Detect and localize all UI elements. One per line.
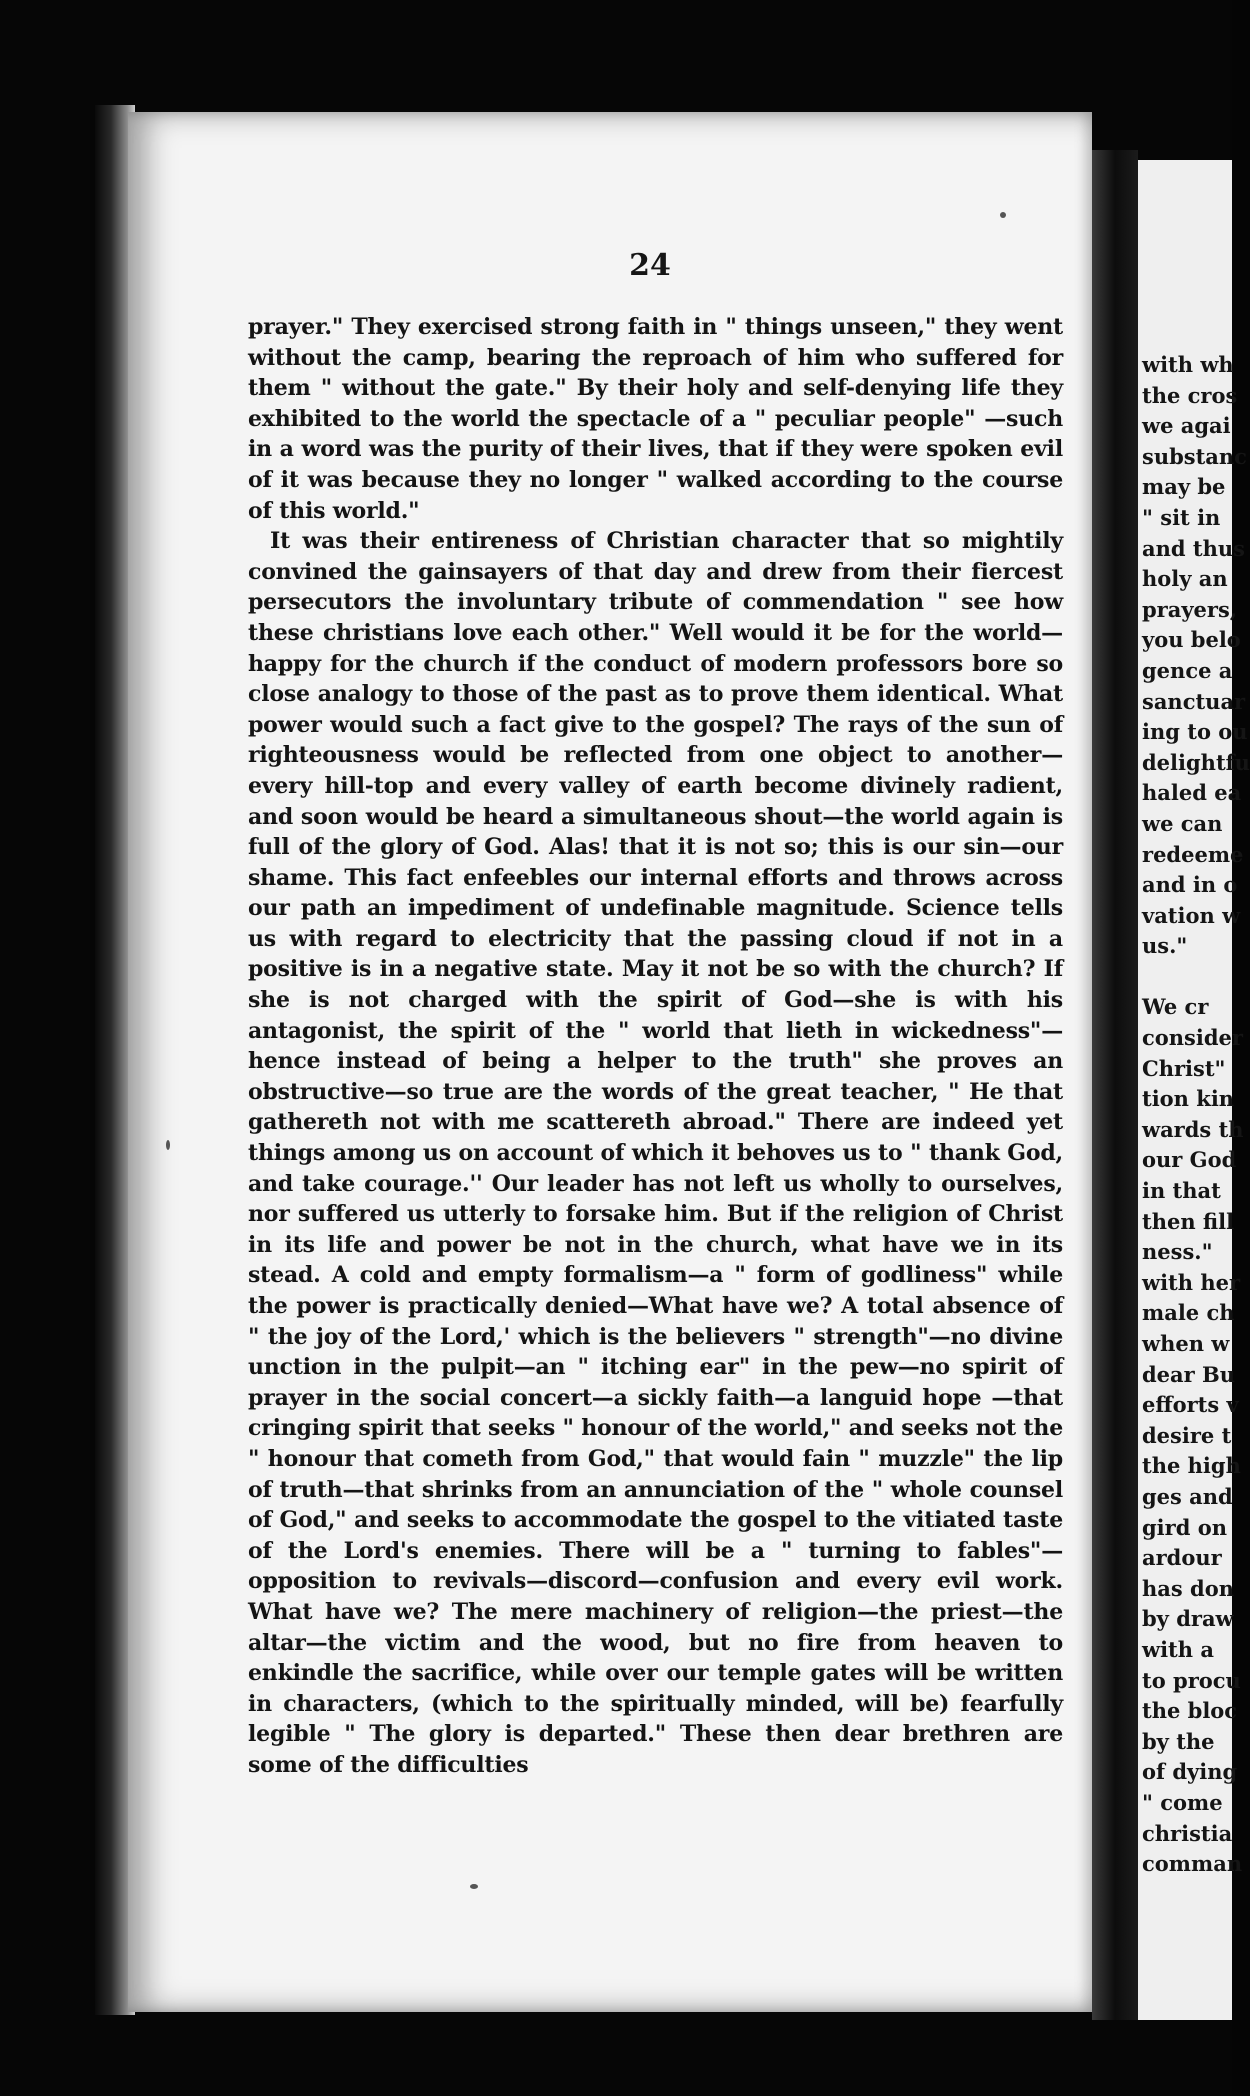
right-line: with her	[1142, 1269, 1241, 1295]
right-line: ges and	[1142, 1483, 1233, 1509]
right-line: holy an	[1142, 566, 1228, 592]
paragraph-1: prayer." They exercised strong faith in " things unseen," they went without the camp, bearing the reproach of him who suffered for them " without the gate." By their holy and self-denying life they exhibited to the world the spectacle of a " peculiar people" —such in a word was the purity of their lives, that if they were spoken evil of it was because they no longer " walked according to the course of this world."	[248, 314, 1063, 524]
right-line: substanc	[1142, 443, 1247, 469]
right-line: ness."	[1142, 1239, 1213, 1265]
right-line: the high	[1142, 1453, 1241, 1479]
right-page-text	[1142, 350, 1250, 1880]
right-line: the cros	[1142, 382, 1238, 408]
right-line: and thus	[1142, 535, 1245, 561]
right-line: by the	[1142, 1728, 1215, 1754]
ink-speck	[1000, 212, 1006, 218]
right-line: by draw	[1142, 1606, 1234, 1632]
right-line: " come	[1142, 1789, 1223, 1815]
right-line: in that	[1142, 1178, 1221, 1204]
right-line: vation w	[1142, 902, 1241, 928]
right-line: has don	[1142, 1575, 1234, 1601]
right-line: and in o	[1142, 872, 1238, 898]
right-line: christia	[1142, 1820, 1233, 1846]
page-number: 24	[629, 248, 671, 283]
right-line: of dying	[1142, 1759, 1238, 1785]
right-line: the bloc	[1142, 1698, 1238, 1724]
right-line: us."	[1142, 933, 1188, 959]
page-body-text	[248, 312, 1063, 1781]
right-line: redeeme	[1142, 841, 1244, 867]
right-line: comman	[1142, 1851, 1243, 1877]
right-line: efforts v	[1142, 1392, 1239, 1418]
right-line: we can	[1142, 810, 1223, 836]
right-line: you belo	[1142, 627, 1241, 653]
ink-speck	[470, 1884, 478, 1889]
right-line: when w	[1142, 1331, 1230, 1356]
right-line: ing to ou	[1142, 719, 1248, 745]
right-line: " sit in	[1142, 504, 1221, 530]
right-line: our God	[1142, 1147, 1237, 1173]
right-line: we agai	[1142, 413, 1231, 439]
right-line: haled ea	[1142, 780, 1242, 806]
right-line: with wh	[1142, 352, 1234, 377]
right-line: delightfu	[1142, 749, 1250, 775]
right-line: to procu	[1142, 1667, 1241, 1693]
right-line: wards th	[1142, 1116, 1244, 1142]
paragraph-gap	[1142, 962, 1234, 993]
right-line: may be	[1142, 474, 1226, 500]
right-line: desire t	[1142, 1422, 1232, 1448]
right-line: gird on	[1142, 1514, 1227, 1540]
right-line: Christ"	[1142, 1055, 1226, 1081]
book-gutter	[1092, 150, 1138, 2020]
right-line: prayers,	[1142, 596, 1238, 622]
right-line: consider	[1142, 1025, 1243, 1051]
right-line: dear Bu	[1142, 1361, 1236, 1387]
right-line: then fill	[1142, 1208, 1235, 1234]
paragraph-2: It was their entireness of Christian character that so mightily convined the gainsayers of that day and drew from their fiercest persecutors the involuntary tribute of commendation " see how these christians love each other." Well would it be for the world—happy for the church if the conduct of modern professors bore so close analogy to those of the past as to prove them identical. What power would such a fact give to the gospel? The rays of the sun of righteousness would be reflected from one object to another—every hill-top and every valley of earth become divinely radient, and soon would be heard a simultaneous shout—the world again is full of the glory of God. Alas! that it is not so; this is our sin—our shame. This fact enfeebles our internal efforts and throws across our path an impediment of undefinable magnitude. Science tells us with regard to electricity that the passing cloud if not in a positive is in a negative state. May it not be so with the church? If she is not charged with the spirit of God—she is with his antagonist, the spirit of the " world that lieth in wickedness"—hence instead of being a helper to the truth" she proves an obstructive—so true are the words of the great teacher, " He that gathereth not with me scattereth abroad." There are indeed yet things among us on account of which it behoves us to " thank God, and take courage.'' Our leader has not left us wholly to ourselves, nor suffered us utterly to forsake him. But if the religion of Christ in its life and power be not in the church, what have we in its stead. A cold and empty formalism—a " form of godliness" while the power is practically denied—What have we? A total absence of " the joy of the Lord,' which is the believers " strength"—no divine unction in the pulpit—an " itching ear" in the pew—no spirit of prayer in the social concert—a sickly faith—a languid hope —that cringing spirit that seeks " honour of the world," and seeks not the " honour that cometh from God," that would fain " muzzle" the lip of truth—that shrinks from an annunciation of the " whole counsel of God," and seeks to accommodate the gospel to the vitiated taste of the Lord's enemies. There will be a " turning to fables"—opposition to revivals—discord—confusion and every evil work. What have we? The mere machinery of religion—the priest—the altar—the victim and the wood, but no fire from heaven to enkindle the sacrifice, while over our temple gates will be written in characters, (which to the spiritually minded, will be) fearfully legible " The glory is departed." These then dear brethren are some of the difficulties	[248, 528, 1063, 1778]
right-line: tion kin	[1142, 1086, 1235, 1112]
right-line: with a	[1142, 1636, 1214, 1662]
right-line: We cr	[1142, 994, 1209, 1020]
right-line: male ch	[1142, 1300, 1235, 1326]
ink-speck	[166, 1140, 170, 1150]
right-line: sanctuar	[1142, 688, 1246, 714]
right-line: gence a	[1142, 657, 1233, 683]
right-line: ardour	[1142, 1545, 1222, 1571]
